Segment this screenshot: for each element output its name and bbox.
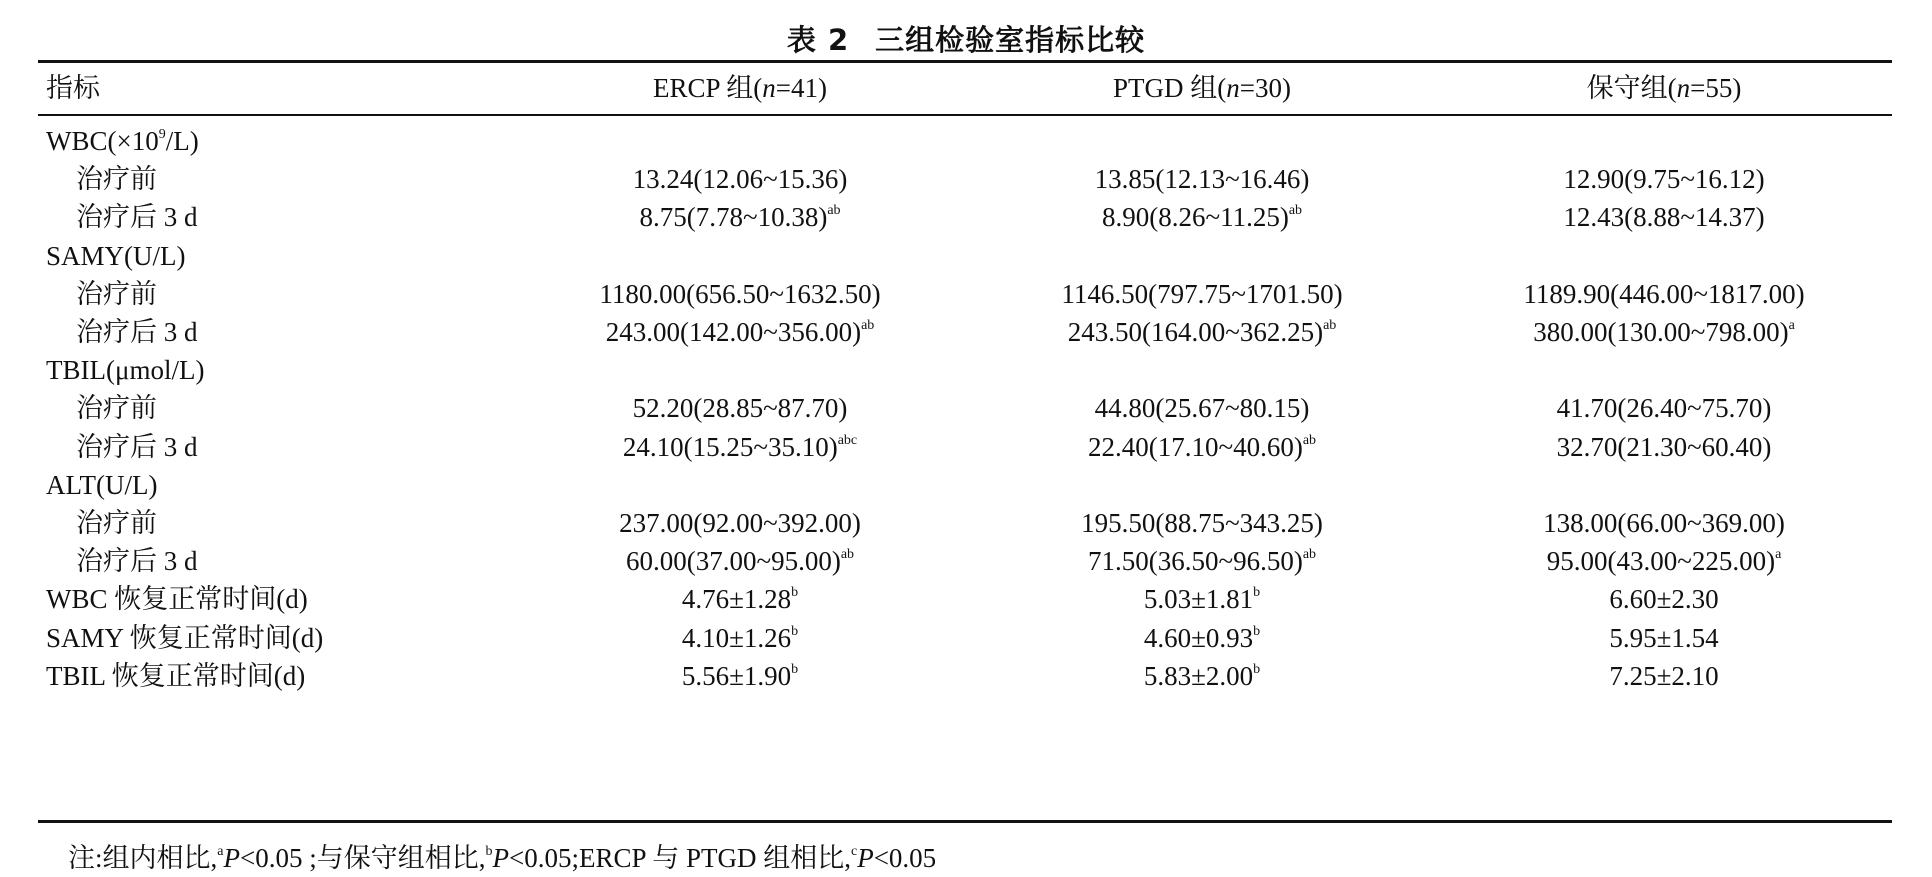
bottom-rule xyxy=(38,820,1892,823)
table-cell: 7.25±2.10 xyxy=(1609,660,1719,691)
table-cell: 195.50(88.75~343.25) xyxy=(1081,508,1323,538)
header-row xyxy=(38,68,1892,108)
row-label: 治疗前 xyxy=(76,278,157,309)
table-cell: 1180.00(656.50~1632.50) xyxy=(599,278,881,309)
table-row xyxy=(38,159,1892,199)
table-cell: 243.00(142.00~356.00)$^{ab}$ xyxy=(605,317,875,347)
table-cell: 4.60±0.93$^b$ xyxy=(1143,622,1261,653)
table-title: 三组检验室指标比较 xyxy=(875,23,1146,57)
table-cell: 1146.50(797.75~1701.50) xyxy=(1061,278,1343,309)
table-cell: 95.00(43.00~225.00)$^a$ xyxy=(1546,546,1782,577)
table-cell: 12.90(9.75~16.12) xyxy=(1563,164,1765,195)
table-row xyxy=(38,350,1892,390)
table-row xyxy=(38,121,1892,161)
table-row xyxy=(38,197,1892,237)
row-label: TBIL(μmol/L) xyxy=(46,355,205,386)
table-row xyxy=(38,656,1892,696)
top-rule xyxy=(38,60,1892,63)
table-row xyxy=(38,618,1892,658)
table-row xyxy=(38,312,1892,352)
row-label: 治疗前 xyxy=(76,393,157,424)
table-cell: 12.43(8.88~14.37) xyxy=(1563,202,1765,233)
table-cell: 4.10±1.26$^b$ xyxy=(681,622,799,653)
table-cell: 8.75(7.78~10.38)$^{ab}$ xyxy=(639,202,841,233)
table-cell: 243.50(164.00~362.25)$^{ab}$ xyxy=(1067,317,1337,347)
table-cell: 32.70(21.30~60.40) xyxy=(1556,431,1772,462)
table-cell: 24.10(15.25~35.10)$^{abc}$ xyxy=(622,431,858,462)
table-row xyxy=(38,465,1892,505)
table-row xyxy=(38,236,1892,276)
row-label: TBIL 恢复正常时间(d) xyxy=(46,660,306,691)
table-footnote: 注:组内相比,$^a$P<0.05 ;与保守组相比,$^b$P<0.05;ERCP 与 PTGD 组相比,$^c$P<0.05 xyxy=(68,843,937,873)
table-row xyxy=(38,427,1892,467)
table-cell: 5.03±1.81$^b$ xyxy=(1143,584,1261,615)
row-label: 治疗后 3 d xyxy=(76,431,198,462)
table-cell: 8.90(8.26~11.25)$^{ab}$ xyxy=(1101,202,1303,233)
row-label: ALT(U/L) xyxy=(46,469,158,500)
table-cell: 5.56±1.90$^b$ xyxy=(681,660,799,691)
table-cell: 5.83±2.00$^b$ xyxy=(1143,660,1261,691)
row-label: 治疗后 3 d xyxy=(76,202,198,233)
table-cell: 13.24(12.06~15.36) xyxy=(632,164,848,195)
table-cell: 1189.90(446.00~1817.00) xyxy=(1523,278,1805,309)
row-label: SAMY(U/L) xyxy=(46,240,186,271)
table-cell: 41.70(26.40~75.70) xyxy=(1556,393,1772,424)
table-cell: 13.85(12.13~16.46) xyxy=(1094,164,1310,195)
table-number: 表 2 xyxy=(786,23,850,57)
table-cell: 380.00(130.00~798.00)$^a$ xyxy=(1533,317,1795,347)
table-row xyxy=(38,503,1892,543)
header-group-ptgd: PTGD 组(n=30) xyxy=(1113,73,1291,103)
table-row xyxy=(38,388,1892,428)
header-indicator: 指标 xyxy=(46,73,100,103)
table-cell: 60.00(37.00~95.00)$^{ab}$ xyxy=(625,546,855,577)
row-label: WBC 恢复正常时间(d) xyxy=(46,584,308,615)
table-cell: 22.40(17.10~40.60)$^{ab}$ xyxy=(1087,431,1317,462)
row-label: $WBC(\times 10^9/L)$ xyxy=(46,126,199,156)
header-group-conservative: 保守组(n=55) xyxy=(1586,73,1742,103)
table-cell: 138.00(66.00~369.00) xyxy=(1543,508,1785,538)
table-row xyxy=(38,541,1892,581)
table-cell: 6.60±2.30 xyxy=(1609,584,1719,615)
header-rule xyxy=(38,114,1892,116)
table-cell: 44.80(25.67~80.15) xyxy=(1094,393,1310,424)
table-cell: 52.20(28.85~87.70) xyxy=(632,393,848,424)
table-row xyxy=(38,274,1892,314)
table-cell: 237.00(92.00~392.00) xyxy=(619,508,861,538)
row-label: 治疗前 xyxy=(76,164,157,195)
table-cell: 4.76±1.28$^b$ xyxy=(681,584,799,615)
row-label: 治疗后 3 d xyxy=(76,317,198,347)
header-group-ercp: ERCP 组(n=41) xyxy=(653,73,827,103)
row-label: SAMY 恢复正常时间(d) xyxy=(46,622,324,653)
row-label: 治疗前 xyxy=(76,508,157,538)
table-caption xyxy=(0,18,1932,59)
row-label: 治疗后 3 d xyxy=(76,546,198,577)
table-cell: 5.95±1.54 xyxy=(1609,622,1719,653)
table-cell: 71.50(36.50~96.50)$^{ab}$ xyxy=(1087,546,1317,577)
table-row xyxy=(38,579,1892,619)
